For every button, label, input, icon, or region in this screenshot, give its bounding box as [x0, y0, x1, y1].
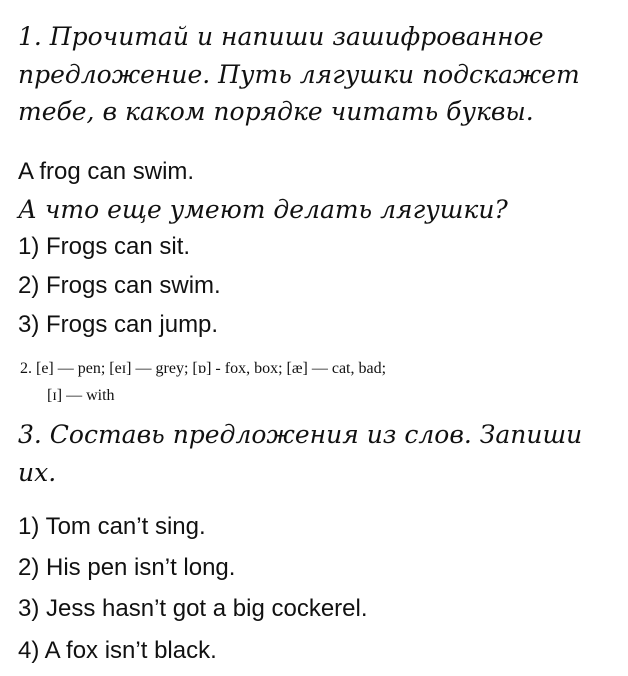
sentence-4: 4) A fox isn’t black.: [18, 637, 217, 664]
answer1: A frog can swim.: [18, 158, 195, 185]
task2-line1: 2. [e] — pen; [eɪ] — grey; [ɒ] - fox, box; [æ] — cat, bad;: [20, 360, 387, 377]
frogs-item-2: 2) Frogs can swim.: [18, 272, 221, 299]
task1-line2: [18, 60, 580, 89]
task3-line2: их.: [18, 458, 57, 487]
frogs-item-1: 1) Frogs can sit.: [18, 233, 191, 260]
task1-text-1: 1. Прочитай и напиши зашифрованное: [18, 22, 544, 51]
frogs-item-3: 3) Frogs can jump.: [18, 311, 219, 338]
task1-line3: [18, 97, 534, 126]
sentence-3: 3) Jess hasn’t got a big cockerel.: [18, 595, 368, 622]
task1-line1: [18, 22, 610, 51]
question1: А что еще умеют делать лягушки?: [18, 195, 508, 224]
task1-text-3: тебе, в каком порядке читать буквы.: [18, 97, 534, 126]
task3-line1: 3. Составь предложения из слов. Запиши: [18, 420, 583, 449]
sentence-1: 1) Tom can’t sing.: [18, 513, 206, 540]
sentence-2: 2) His pen isn’t long.: [18, 554, 236, 581]
task2-line2: [ɪ] — with: [47, 387, 115, 404]
task1-text-2: предложение. Путь лягушки подскажет: [18, 60, 580, 89]
